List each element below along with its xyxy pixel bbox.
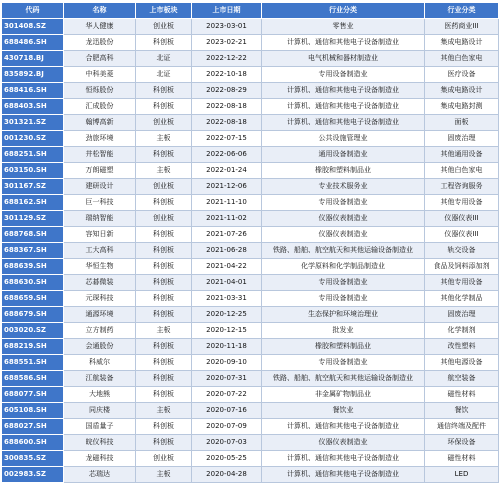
cell-name: 江航装备 xyxy=(64,371,136,387)
table-row xyxy=(2,291,499,307)
table-row xyxy=(2,227,499,243)
cell-sub-industry: 工程咨询服务 xyxy=(425,179,499,195)
cell-industry: 零售业 xyxy=(262,19,425,35)
cell-code: 688679.SH xyxy=(2,307,64,323)
cell-sub-industry: 集成电路封测 xyxy=(425,99,499,115)
cell-sub-industry: 医疗设备 xyxy=(425,67,499,83)
cell-code: 688251.SH xyxy=(2,147,64,163)
cell-code: 301167.SZ xyxy=(2,179,64,195)
cell-sub-industry: 固废治理 xyxy=(425,307,499,323)
cell-sub-industry: 改性塑料 xyxy=(425,339,499,355)
cell-listing-date: 2020-07-03 xyxy=(192,435,262,451)
cell-listing-date: 2022-10-18 xyxy=(192,67,262,83)
header-row xyxy=(2,3,499,19)
cell-sub-industry: 环保设备 xyxy=(425,435,499,451)
cell-listing-date: 2020-07-16 xyxy=(192,403,262,419)
cell-sub-industry: 面板 xyxy=(425,115,499,131)
cell-name: 同庆楼 xyxy=(64,403,136,419)
table-row xyxy=(2,131,499,147)
cell-listing-date: 2020-09-10 xyxy=(192,355,262,371)
cell-listing-date: 2020-07-09 xyxy=(192,419,262,435)
cell-industry: 计算机、通信和其他电子设备制造业 xyxy=(262,99,425,115)
cell-industry: 批发业 xyxy=(262,323,425,339)
cell-board: 北证 xyxy=(136,67,192,83)
cell-board: 科创板 xyxy=(136,387,192,403)
cell-code: 688551.SH xyxy=(2,355,64,371)
table-row xyxy=(2,147,499,163)
cell-code: 430718.BJ xyxy=(2,51,64,67)
cell-name: 容知日新 xyxy=(64,227,136,243)
cell-listing-date: 2020-04-28 xyxy=(192,467,262,483)
cell-board: 科创板 xyxy=(136,99,192,115)
cell-code: 300835.SZ xyxy=(2,451,64,467)
cell-industry: 橡胶和塑料制品业 xyxy=(262,163,425,179)
cell-listing-date: 2020-07-31 xyxy=(192,371,262,387)
cell-industry: 生态保护和环境治理业 xyxy=(262,307,425,323)
cell-code: 002983.SZ xyxy=(2,467,64,483)
table-row xyxy=(2,51,499,67)
cell-listing-date: 2022-07-15 xyxy=(192,131,262,147)
cell-name: 芯瑞达 xyxy=(64,467,136,483)
cell-code: 688416.SH xyxy=(2,83,64,99)
cell-sub-industry: 其他通用设备 xyxy=(425,147,499,163)
cell-name: 元琛科技 xyxy=(64,291,136,307)
cell-name: 大地熊 xyxy=(64,387,136,403)
cell-board: 创业板 xyxy=(136,211,192,227)
cell-sub-industry: LED xyxy=(425,467,499,483)
cell-industry: 计算机、通信和其他电子设备制造业 xyxy=(262,467,425,483)
cell-name: 瑞纳智能 xyxy=(64,211,136,227)
cell-listing-date: 2021-04-01 xyxy=(192,275,262,291)
cell-board: 创业板 xyxy=(136,179,192,195)
cell-board: 科创板 xyxy=(136,147,192,163)
cell-sub-industry: 其他专用设备 xyxy=(425,195,499,211)
cell-code: 688600.SH xyxy=(2,435,64,451)
cell-sub-industry: 其他电源设备 xyxy=(425,355,499,371)
cell-board: 科创板 xyxy=(136,355,192,371)
cell-industry: 电气机械和器材制造业 xyxy=(262,51,425,67)
cell-sub-industry: 磁性材料 xyxy=(425,451,499,467)
table-row xyxy=(2,451,499,467)
cell-code: 688219.SH xyxy=(2,339,64,355)
cell-name: 翰博高新 xyxy=(64,115,136,131)
cell-industry: 铁路、船舶、航空航天和其他运输设备制造业 xyxy=(262,243,425,259)
table-body xyxy=(2,19,499,483)
table-row xyxy=(2,339,499,355)
cell-board: 科创板 xyxy=(136,419,192,435)
cell-listing-date: 2023-03-01 xyxy=(192,19,262,35)
cell-board: 科创板 xyxy=(136,307,192,323)
cell-sub-industry: 其他专用设备 xyxy=(425,275,499,291)
cell-listing-date: 2022-08-18 xyxy=(192,99,262,115)
cell-board: 主板 xyxy=(136,163,192,179)
cell-listing-date: 2021-12-06 xyxy=(192,179,262,195)
cell-code: 605108.SH xyxy=(2,403,64,419)
cell-board: 主板 xyxy=(136,403,192,419)
cell-code: 003020.SZ xyxy=(2,323,64,339)
header-sub-industry: 行业分类 xyxy=(425,3,499,19)
cell-name: 龙磁科技 xyxy=(64,451,136,467)
cell-listing-date: 2022-08-18 xyxy=(192,115,262,131)
cell-sub-industry: 仪器仪表III xyxy=(425,211,499,227)
cell-sub-industry: 磁性材料 xyxy=(425,387,499,403)
cell-sub-industry: 集成电路设计 xyxy=(425,83,499,99)
header-board: 上市板块 xyxy=(136,3,192,19)
table-row xyxy=(2,243,499,259)
cell-sub-industry: 医药商业III xyxy=(425,19,499,35)
table-row xyxy=(2,275,499,291)
cell-sub-industry: 食品及饲料添加剂 xyxy=(425,259,499,275)
cell-industry: 仪器仪表制造业 xyxy=(262,227,425,243)
cell-industry: 仪器仪表制造业 xyxy=(262,211,425,227)
ipo-table-container xyxy=(1,2,498,483)
table-row xyxy=(2,323,499,339)
cell-listing-date: 2021-11-10 xyxy=(192,195,262,211)
table-row xyxy=(2,307,499,323)
table-row xyxy=(2,179,499,195)
table-row xyxy=(2,403,499,419)
cell-board: 北证 xyxy=(136,51,192,67)
cell-code: 688403.SH xyxy=(2,99,64,115)
cell-sub-industry: 通信终端及配件 xyxy=(425,419,499,435)
cell-board: 科创板 xyxy=(136,275,192,291)
header-code: 代码 xyxy=(2,3,64,19)
table-row xyxy=(2,211,499,227)
cell-listing-date: 2023-02-21 xyxy=(192,35,262,51)
cell-listing-date: 2022-01-24 xyxy=(192,163,262,179)
cell-board: 创业板 xyxy=(136,19,192,35)
cell-listing-date: 2021-03-31 xyxy=(192,291,262,307)
cell-name: 汇成股份 xyxy=(64,99,136,115)
cell-code: 688077.SH xyxy=(2,387,64,403)
cell-listing-date: 2022-12-22 xyxy=(192,51,262,67)
cell-code: 301408.SZ xyxy=(2,19,64,35)
cell-code: 688768.SH xyxy=(2,227,64,243)
cell-industry: 仪器仪表制造业 xyxy=(262,435,425,451)
cell-code: 301321.SZ xyxy=(2,115,64,131)
cell-code: 688586.SH xyxy=(2,371,64,387)
cell-sub-industry: 固废治理 xyxy=(425,131,499,147)
cell-industry: 计算机、通信和其他电子设备制造业 xyxy=(262,35,425,51)
cell-name: 华人健康 xyxy=(64,19,136,35)
cell-code: 835892.BJ xyxy=(2,67,64,83)
cell-name: 皖仪科技 xyxy=(64,435,136,451)
cell-sub-industry: 其他化学制品 xyxy=(425,291,499,307)
cell-name: 国盾量子 xyxy=(64,419,136,435)
cell-listing-date: 2020-11-18 xyxy=(192,339,262,355)
cell-sub-industry: 其他白色家电 xyxy=(425,51,499,67)
cell-name: 劲旅环境 xyxy=(64,131,136,147)
cell-board: 主板 xyxy=(136,323,192,339)
cell-sub-industry: 仪器仪表III xyxy=(425,227,499,243)
cell-industry: 专业技术服务业 xyxy=(262,179,425,195)
cell-board: 科创板 xyxy=(136,35,192,51)
cell-name: 井松智能 xyxy=(64,147,136,163)
cell-listing-date: 2021-11-02 xyxy=(192,211,262,227)
cell-board: 科创板 xyxy=(136,227,192,243)
cell-sub-industry: 其他白色家电 xyxy=(425,163,499,179)
cell-board: 创业板 xyxy=(136,451,192,467)
cell-listing-date: 2020-12-15 xyxy=(192,323,262,339)
table-row xyxy=(2,35,499,51)
header-industry: 行业分类 xyxy=(262,3,425,19)
cell-board: 科创板 xyxy=(136,259,192,275)
cell-board: 科创板 xyxy=(136,83,192,99)
cell-industry: 计算机、通信和其他电子设备制造业 xyxy=(262,419,425,435)
cell-name: 巨一科技 xyxy=(64,195,136,211)
ipo-table xyxy=(1,2,499,483)
cell-listing-date: 2020-12-25 xyxy=(192,307,262,323)
cell-board: 科创板 xyxy=(136,243,192,259)
cell-code: 688630.SH xyxy=(2,275,64,291)
cell-name: 芯碁微装 xyxy=(64,275,136,291)
cell-industry: 专用设备制造业 xyxy=(262,275,425,291)
cell-board: 科创板 xyxy=(136,291,192,307)
cell-name: 立方制药 xyxy=(64,323,136,339)
table-row xyxy=(2,195,499,211)
table-row xyxy=(2,355,499,371)
cell-name: 华恒生物 xyxy=(64,259,136,275)
cell-code: 688162.SH xyxy=(2,195,64,211)
cell-name: 万朗磁塑 xyxy=(64,163,136,179)
cell-industry: 通用设备制造业 xyxy=(262,147,425,163)
cell-code: 688367.SH xyxy=(2,243,64,259)
cell-board: 科创板 xyxy=(136,339,192,355)
header-listing-date: 上市日期 xyxy=(192,3,262,19)
cell-industry: 非金属矿物制品业 xyxy=(262,387,425,403)
cell-industry: 专用设备制造业 xyxy=(262,67,425,83)
cell-listing-date: 2021-04-22 xyxy=(192,259,262,275)
cell-industry: 橡胶和塑料制品业 xyxy=(262,339,425,355)
cell-sub-industry: 航空装备 xyxy=(425,371,499,387)
cell-name: 合肥高科 xyxy=(64,51,136,67)
cell-listing-date: 2020-07-22 xyxy=(192,387,262,403)
cell-sub-industry: 集成电路设计 xyxy=(425,35,499,51)
cell-name: 会通股份 xyxy=(64,339,136,355)
cell-industry: 计算机、通信和其他电子设备制造业 xyxy=(262,451,425,467)
table-row xyxy=(2,67,499,83)
table-row xyxy=(2,435,499,451)
cell-name: 科威尔 xyxy=(64,355,136,371)
table-row xyxy=(2,467,499,483)
cell-listing-date: 2021-07-26 xyxy=(192,227,262,243)
cell-board: 主板 xyxy=(136,467,192,483)
cell-listing-date: 2022-08-29 xyxy=(192,83,262,99)
table-row xyxy=(2,419,499,435)
cell-industry: 专用设备制造业 xyxy=(262,195,425,211)
cell-board: 科创板 xyxy=(136,371,192,387)
table-row xyxy=(2,115,499,131)
cell-code: 688486.SH xyxy=(2,35,64,51)
cell-industry: 计算机、通信和其他电子设备制造业 xyxy=(262,83,425,99)
cell-industry: 计算机、通信和其他电子设备制造业 xyxy=(262,115,425,131)
cell-board: 科创板 xyxy=(136,195,192,211)
cell-listing-date: 2020-05-25 xyxy=(192,451,262,467)
cell-board: 科创板 xyxy=(136,435,192,451)
cell-industry: 专用设备制造业 xyxy=(262,355,425,371)
table-row xyxy=(2,371,499,387)
table-row xyxy=(2,163,499,179)
cell-industry: 公共设施管理业 xyxy=(262,131,425,147)
cell-board: 主板 xyxy=(136,131,192,147)
cell-code: 688027.SH xyxy=(2,419,64,435)
cell-name: 恒烁股份 xyxy=(64,83,136,99)
cell-code: 603150.SH xyxy=(2,163,64,179)
cell-name: 中科美菱 xyxy=(64,67,136,83)
cell-industry: 铁路、船舶、航空航天和其他运输设备制造业 xyxy=(262,371,425,387)
cell-industry: 专用设备制造业 xyxy=(262,291,425,307)
header-name: 名称 xyxy=(64,3,136,19)
cell-name: 建研设计 xyxy=(64,179,136,195)
cell-code: 688639.SH xyxy=(2,259,64,275)
table-row xyxy=(2,99,499,115)
cell-listing-date: 2021-06-28 xyxy=(192,243,262,259)
cell-name: 工大高科 xyxy=(64,243,136,259)
cell-industry: 餐饮业 xyxy=(262,403,425,419)
table-row xyxy=(2,19,499,35)
cell-listing-date: 2022-06-06 xyxy=(192,147,262,163)
table-row xyxy=(2,387,499,403)
cell-sub-industry: 化学制剂 xyxy=(425,323,499,339)
cell-name: 龙迅股份 xyxy=(64,35,136,51)
cell-industry: 化学原料和化学制品制造业 xyxy=(262,259,425,275)
cell-sub-industry: 轨交设备 xyxy=(425,243,499,259)
cell-board: 创业板 xyxy=(136,115,192,131)
table-row xyxy=(2,83,499,99)
cell-code: 301129.SZ xyxy=(2,211,64,227)
table-row xyxy=(2,259,499,275)
cell-code: 688659.SH xyxy=(2,291,64,307)
cell-name: 通源环境 xyxy=(64,307,136,323)
cell-code: 001230.SZ xyxy=(2,131,64,147)
cell-sub-industry: 餐饮 xyxy=(425,403,499,419)
